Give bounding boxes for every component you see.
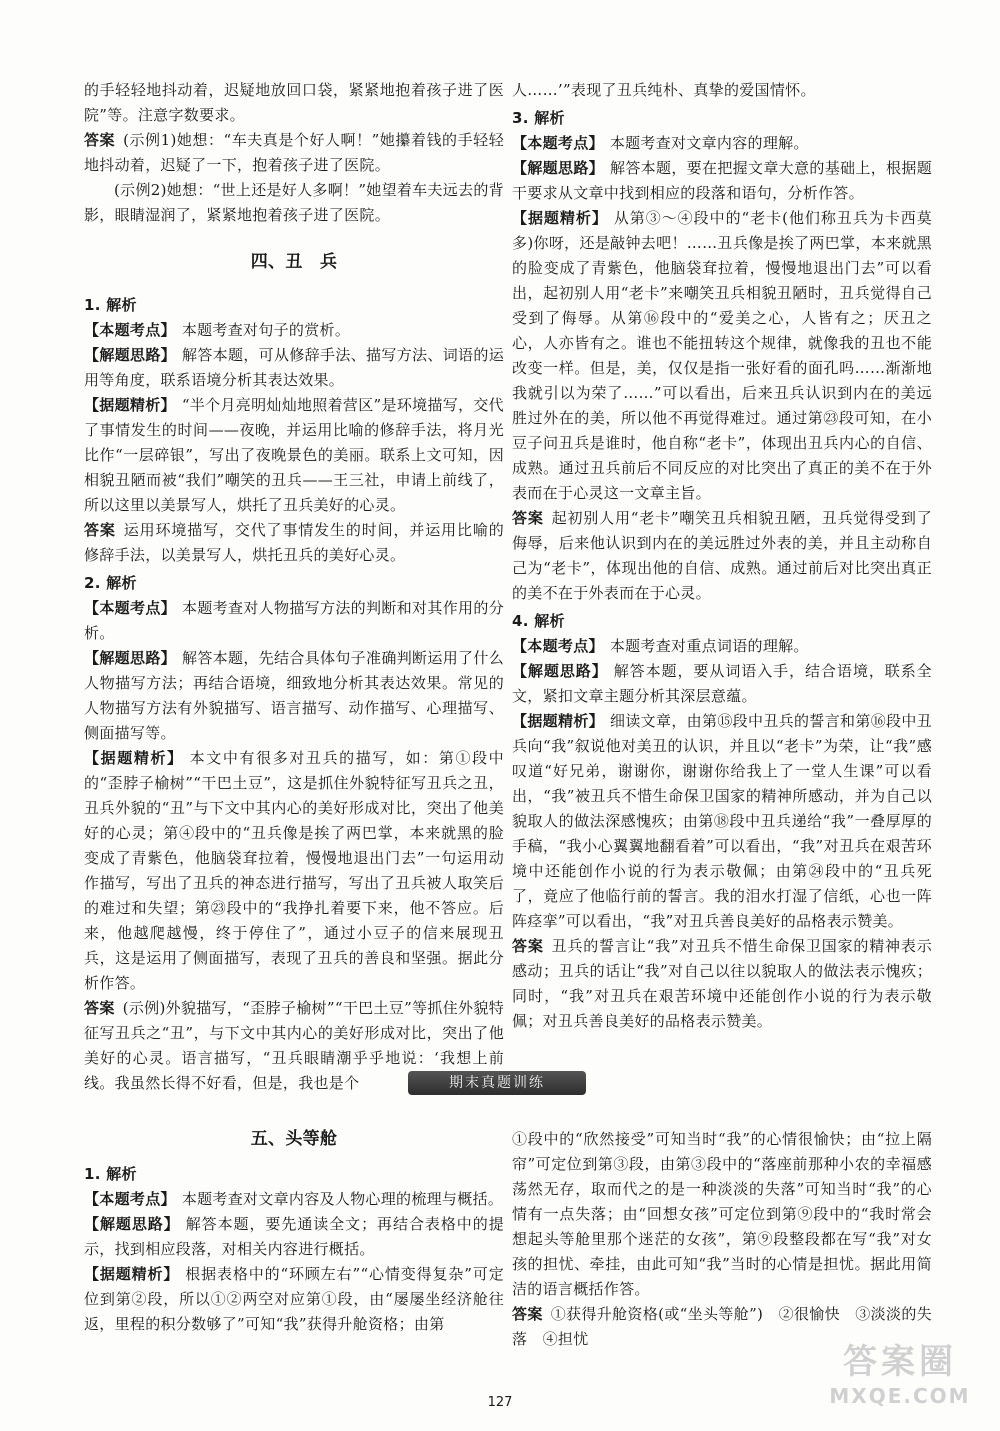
answer-example-2: (示例2)她想：“世上还是好人多啊！”她望着车夫远去的背影，眼睛湿润了，紧紧地抱着孩子进了医院。 <box>84 181 504 224</box>
q4-answer <box>512 934 932 1034</box>
s5-q1-analysis-continued: ①段中的“欣然接受”可知当时“我”的心情很愉快；由“拉上隔帘”可定位到第③段，由第③段中的“落座前那种小农的幸福感荡然无存，取而代之的是一种淡淡的失落”可知当时“我”的心情有一点失落；由“回想女孩”可定位到第⑨段中的“我时常会想起头等舱里那个迷茫的女孩”，第⑨段整段都在写“我”对女孩的担忧、牵挂，由此可知“我”当时的心情是担忧。据此用简洁的语言概括作答。 <box>512 1130 932 1298</box>
q4-analysis-label: 【据题精析】 <box>512 712 605 730</box>
q2-approach-label: 【解题思路】 <box>84 649 177 667</box>
q2-focus-label: 【本题考点】 <box>84 599 177 617</box>
s5-q1-analysis-label: 【据题精析】 <box>84 1265 180 1283</box>
s5-q1-focus-text: 本题考查对文章内容及人物心理的梳理与概括。 <box>181 1190 504 1208</box>
q3-focus-text: 本题考查对文章内容的理解。 <box>609 134 809 152</box>
page-number: 127 <box>487 1395 513 1410</box>
q1-analysis <box>84 393 504 518</box>
s5-q1-analysis <box>84 1262 504 1337</box>
answer-text: (示例1)她想：“车夫真是个好人啊！”她攥着钱的手轻轻地抖动着，迟疑了一下，抱着孩子进了医院。 <box>84 131 505 174</box>
watermark-url: MXQE.COM <box>829 1384 971 1408</box>
q1-approach-text: 解答本题，可从修辞手法、描写方法、词语的运用等角度，联系语境分析其表达效果。 <box>84 346 504 389</box>
q4-focus-label: 【本题考点】 <box>512 637 604 655</box>
s5-q1-approach-text: 解答本题，要先通读全文；再结合表格中的提示，找到相应段落，对相关内容进行概括。 <box>84 1215 504 1258</box>
q4-answer-text: 丑兵的誓言让“我”对丑兵不惜生命保卫国家的精神表示感动；丑兵的话让“我”对自己以往以貌取人的做法表示愧疚；同时，“我”对丑兵在艰苦环境中还能创作小说的行为表示敬佩；对丑兵善良美好的品格表示赞美。 <box>512 937 933 1030</box>
q1-analysis-label: 【据题精析】 <box>84 396 176 414</box>
answer-label: 答案 <box>512 509 544 527</box>
answer-label: 答案 <box>512 937 544 955</box>
q4-focus-text: 本题考查对重点词语的理解。 <box>609 637 809 655</box>
q3-analysis-label: 【据题精析】 <box>512 209 608 227</box>
q2-analysis-label: 【据题精析】 <box>84 749 184 767</box>
watermark-logo <box>820 1340 980 1420</box>
s5-q1-focus-label: 【本题考点】 <box>84 1190 176 1208</box>
answer-label: 答案 <box>84 521 116 539</box>
s5-q1-focus <box>84 1187 504 1212</box>
q3-approach <box>512 156 932 206</box>
q4-approach <box>512 659 932 709</box>
question-3-heading: 3. 解析 <box>512 109 565 127</box>
q3-focus-label: 【本题考点】 <box>512 134 604 152</box>
s5-q1-approach-label: 【解题思路】 <box>84 1215 180 1233</box>
watermark-title: 答案圈 <box>843 1342 957 1382</box>
q1-focus <box>84 318 504 343</box>
q1-approach-label: 【解题思路】 <box>84 346 177 364</box>
carry-over-text: 人……’”表现了丑兵纯朴、真挚的爱国情怀。 <box>512 81 816 99</box>
question-4-heading: 4. 解析 <box>512 612 565 630</box>
q1-analysis-text: “半个月亮明灿灿地照着营区”是环境描写，交代了事情发生的时间——夜晚，并运用比喻的修辞手法，将月光比作“一层碎银”，写出了夜晚景色的美丽。联系上文可知，因相貌丑陋而被“我们”嘲笑的丑兵——王三社，申请上前线了，所以这里以美景写人，烘托了丑兵美好的心灵。 <box>84 396 504 514</box>
answer-label: 答案 <box>84 131 116 149</box>
q1-answer-text: 运用环境描写，交代了事情发生的时间，并运用比喻的修辞手法，以美景写人，烘托丑兵的美好心灵。 <box>84 521 505 564</box>
top-left-column <box>84 78 504 1096</box>
q3-approach-text: 解答本题，要在把握文章大意的基础上，根据题干要求从文章中找到相应的段落和语句，分析作答。 <box>512 159 932 202</box>
q2-approach-text: 解答本题，先结合具体句子准确判断运用了什么人物描写方法；再结合语境，细致地分析其表达效果。常见的人物描写方法有外貌描写、语言描写、动作描写、心理描写、侧面描写等。 <box>84 649 504 742</box>
q3-analysis <box>512 206 932 506</box>
q2-analysis-text: 本文中有很多对丑兵的描写，如：第①段中的“歪脖子榆树”“干巴土豆”，这是抓住外貌特征写丑兵之丑，丑兵外貌的“丑”与下文中其内心的美好形成对比，突出了他美好的心灵；第④段中的“丑兵像是挨了两巴掌，本来就黑的脸变成了青紫色，他脑袋耷拉着，慢慢地退出门去”一句运用动作描写，写出了丑兵的神态进行描写，写出了丑兵被人取笑后的难过和失望；第㉓段中的“我挣扎着要下来，他不答应。后来，他越爬越慢，终于停住了”，通过小豆子的信来展现丑兵，这是运用了侧面描写，表现了丑兵的善良和坚强。据此分析作答。 <box>84 749 504 992</box>
q3-answer-text: 起初别人用“老卡”嘲笑丑兵相貌丑陋，丑兵觉得受到了侮辱，后来他认识到内在的美远胜过外表的美，并且主动称自己为“老卡”，体现出他的自信、成熟。通过前后对比突出真正的美不在于外表而在于心灵。 <box>512 509 933 602</box>
q2-answer-text: (示例)外貌描写，“歪脖子榆树”“干巴土豆”等抓住外貌特征写丑兵之“丑”，与下文中其内心的美好形成对比，突出了他美好的心灵。语言描写，“丑兵眼睛潮乎乎地说：‘我想上前线。我虽然长得不好看，但是，我也是个 <box>84 999 505 1092</box>
q2-analysis <box>84 746 504 996</box>
bottom-right-column <box>512 1127 932 1352</box>
q1-answer <box>84 518 504 568</box>
q2-approach <box>84 646 504 746</box>
q2-focus <box>84 596 504 646</box>
s5-q1-analysis-text: 根据表格中的“环顾左右”“心情变得复杂”可定位到第②段，所以①②两空对应第①段，由“屡屡坐经济舱往返，里程的积分数够了”可知“我”获得升舱资格；由第 <box>84 1265 504 1333</box>
question-2-heading: 2. 解析 <box>84 574 137 592</box>
carry-over-text: 的手轻轻地抖动着，迟疑地放回口袋，紧紧地抱着孩子进了医院”等。注意字数要求。 <box>84 81 504 124</box>
q3-focus <box>512 131 932 156</box>
question-1-heading: 1. 解析 <box>84 296 137 314</box>
q3-answer <box>512 506 932 606</box>
answer-label: 答案 <box>512 1305 543 1323</box>
top-right-column <box>512 78 932 1034</box>
q4-approach-label: 【解题思路】 <box>512 662 608 680</box>
answer-example-1 <box>84 128 504 178</box>
section-4-title: 四、丑 兵 <box>250 252 338 272</box>
q3-approach-label: 【解题思路】 <box>512 159 605 177</box>
q1-focus-label: 【本题考点】 <box>84 321 176 339</box>
question-1-heading: 1. 解析 <box>84 1165 137 1183</box>
q3-analysis-text: 从第③～④段中的“老卡(他们称丑兵为卡西莫多)你呀，还是敲钟去吧！……丑兵像是挨了两巴掌，本来就黑的脸变成了青紫色，他脑袋耷拉着，慢慢地退出门去”可以看出，起初别人用“老卡”来嘲笑丑兵相貌丑陋时，丑兵觉得自己受到了侮辱。从第⑯段中的“爱美之心，人皆有之；厌丑之心，人亦皆有之。谁也不能扭转这个规律，就像我的丑也不能改变一样。但是，美，仅仅是指一张好看的面孔吗……渐渐地我就引以为荣了……”可以看出，后来丑兵认识到内在的美远胜过外在的美，所以他不再觉得难过。通过第㉓段可知，在小豆子问丑兵是谁时，他自称“老卡”，体现出丑兵内心的自信、成熟。通过丑兵前后不同反应的对比突出了真正的美不在于外表而在于心灵这一文章主旨。 <box>512 209 932 502</box>
bottom-left-column <box>84 1127 504 1337</box>
exam-practice-banner <box>408 1071 586 1095</box>
q4-analysis-text: 细读文章，由第⑮段中丑兵的誓言和第⑯段中丑兵向“我”叙说他对美丑的认识，并且以“老卡”为荣，让“我”感叹道“好兄弟，谢谢你，谢谢你给我上了一堂人生课”可以看出，“我”被丑兵不惜生命保卫国家的精神所感动，并为自己以貌取人的做法深感愧疚；由第⑱段中丑兵递给“我”一叠厚厚的手稿，“我小心翼翼地翻看着”可以看出，“我”对丑兵在艰苦环境中还能创作小说的行为表示敬佩；由第㉔段中的“丑兵死了，竟应了他临行前的誓言。我的泪水打湿了信纸，心也一阵阵痉挛”可以看出，“我”对丑兵善良美好的品格表示赞美。 <box>512 712 932 930</box>
section-5-title: 五、头等舱 <box>250 1129 338 1149</box>
banner-text: 期末真题训练 <box>449 1075 545 1091</box>
q4-analysis <box>512 709 932 934</box>
q1-approach <box>84 343 504 393</box>
s5-q1-approach <box>84 1212 504 1262</box>
q2-focus-text: 本题考查对人物描写方法的判断和对其作用的分析。 <box>84 599 504 642</box>
q1-focus-text: 本题考查对句子的赏析。 <box>181 321 351 339</box>
s5-q1-answer-text: ①获得升舱资格(或“坐头等舱”) ②很愉快 ③淡淡的失落 ④担忧 <box>512 1305 932 1348</box>
q4-focus <box>512 634 932 659</box>
answer-label: 答案 <box>84 999 115 1017</box>
q4-approach-text: 解答本题，要从词语入手，结合语境，联系全文，紧扣文章主题分析其深层意蕴。 <box>512 662 932 705</box>
